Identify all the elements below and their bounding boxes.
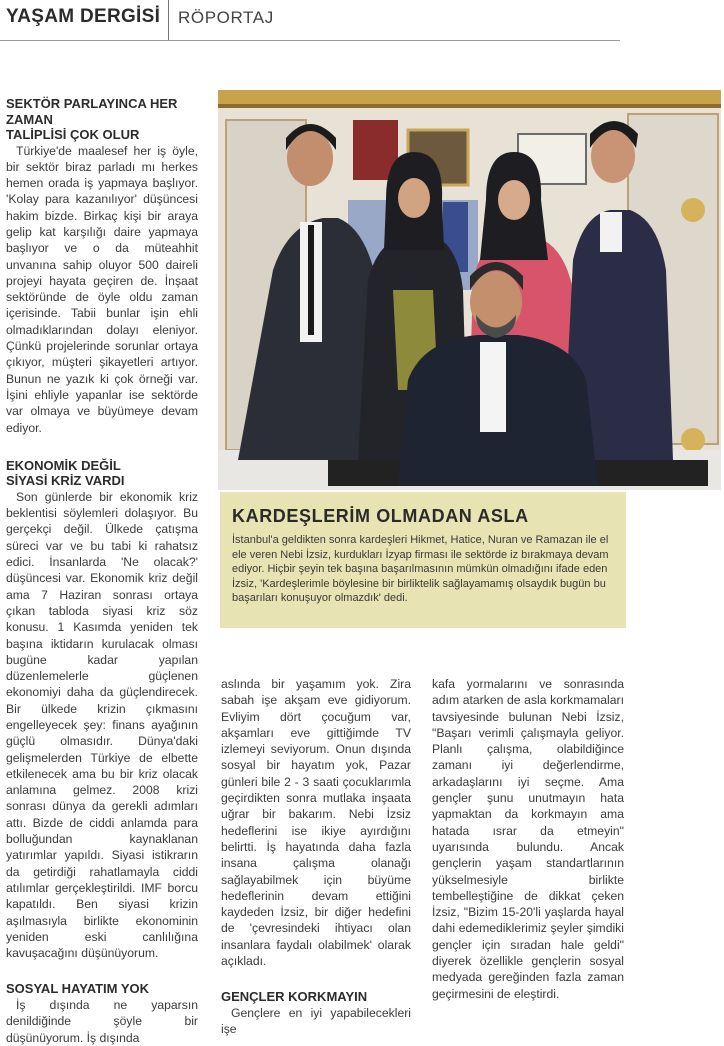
header-rule (0, 40, 620, 41)
heading-sektor (6, 96, 198, 143)
paragraph: kafa yormalarını ve sonrasında adım atarken de asla korkmamaları tavsiyesinde bulunan Nebi İzsiz, "Başarı verimli çalışmayla geliyor. Planlı çalışma, olabildiğince zamanı iyi değerlendirme, arkadaşlarını iyi seçme. Ama gençler şunu unutmayın hata yapmaktan da korkmayın ama hatada ısrar da etmeyin" uyarısında bulundu. Ancak gençlerin yaşam standartlarının yükselmesiyle birlikte tembelleştiğine de dikkat çeken İzsiz, "Bizim 15-20'li yaşlarda hayal dahi edemediklerimiz şeyler şimdiki gençler için sıradan hale geldi" diyerek özellikle gençlerin sosyal medyada gereğinden fazla zaman geçirmesini de eleştirdi. (432, 677, 624, 1001)
heading-line: SEKTÖR PARLAYINCA HER ZAMAN (6, 96, 178, 127)
paragraph: Son günlerde bir ekonomik kriz beklentisi söylemleri dolaşıyor. Bu gerçekçi değil. Ülkede çatışma süreci var ve bu tabi ki rahatsız edici. İnsanlarda 'Ne olacak?' düşüncesi var. Ekonomik kriz değil ama 7 Haziran sonrası ortaya çıkan tabloda siyasi kriz söz konusu. 1 Kasımda yeniden tek başına iktidarın kurulacak olması bugüne kadar yapılan düzenlemelerle güçlenen ekonomiyi daha da güçlendirecek. Bir ülkede krizin çıkmasını engelleyecek şey: finans ayağının güçlü olmasıdır. Dünya'daki gelişmelerden Türkiye de elbette etkilenecek ama bu bir kriz olacak anlamına gelmez. 2008 krizi sonrası dünya da gerekli adımları attı. Bizde de ciddi anlamda para bolluğundan kaynaklanan yatırımlar yapıldı. Siyasi istikrarın da getirdiği rahatlamayla ciddi atılımlar gerçekleştirildi. IMF borcu kapatıldı. Ben siyasi krizin aşılmasıyla birlikte ekonominin yeniden eski canlılığına kavuşacağını düşünüyorum. (6, 489, 198, 961)
page-header (0, 0, 724, 40)
heading-line: EKONOMİK DEĞİL (6, 457, 121, 473)
paragraph: aslında bir yaşamım yok. Zira sabah işe akşam eve gidiyorum. Evliyim dört çocuğum var, akşamları eve gittiğimde TV izlemeyi seviyorum. Onun dışında sosyal bir hayatım yok, Pazar günleri bile 2 - 3 saati çocuklarımla geçirdikten sonra mutlaka inşaata uğrar bir bakarım. Nebi İzsiz hedeflerini ise ikiye ayırdığını belirtti. İş hayatında daha fazla insana çalışma olanağı sağlayabilmek için büyüme hedeflerinin devam ettiğini kaydeden İzsiz, bir diğer hedefini de 'çevresindeki ihtiyacı olan insanlara faydalı olabilmek' olarak açıkladı. (221, 677, 411, 969)
caption-text: İstanbul'a geldikten sonra kardeşleri Hikmet, Hatice, Nuran ve Ramazan ile el ele veren Nebi İzsiz, kurdukları İzyap firması ile sektörde iz bırakmaya devam ediyor. Hiçbir şeyin tek başına başarılmasının mümkün olmadığını ifade eden İzsiz, 'Kardeşlerimle böylesine bir birliktelik sağlayamamış olsaydık bugün bu başarıları konuşuyor olmazdık' dedi. (232, 534, 609, 605)
heading-line: SOSYAL HAYATIM YOK (6, 981, 150, 997)
photo-caption-box (220, 492, 626, 628)
column-1 (6, 96, 198, 1046)
column-3 (432, 676, 624, 1002)
column-2 (221, 676, 411, 1037)
group-photo (218, 90, 721, 490)
heading-sosyal (6, 981, 198, 997)
heading-gencler (221, 989, 411, 1005)
paragraph: Türkiye'de maalesef her iş öyle, bir sektör biraz parladı mı herkes hemen orada iş yapmaya başlıyor. 'Kolay para kazanılıyor' düşüncesi hakim bizde. Birkaç kişi bir araya gelip kat karşılığı daire yapmaya başlıyor ve o da müteahhit unvanına sahip oluyor 500 daireli projeyi hayata geçiren de. İnşaat sektöründe de öyle oldu zaman içerisinde. Tabii bunlar işin ehli olmadıklarından dolayı eleniyor. Çünkü projelerinde sorunlar ortaya çıkıyor, müşteri şikayetleri artıyor. Bunun ne yazık ki çok örneği var. İşini ehliyle yapanlar ise sektörde var olmaya ve büyümeye devam ediyor. (6, 143, 198, 435)
heading-line: TALİPLİSİ ÇOK OLUR (6, 127, 140, 142)
heading-line: SİYASİ KRİZ VARDI (6, 473, 125, 489)
caption-title: KARDEŞLERİM OLMADAN ASLA (232, 506, 529, 526)
header-divider (168, 0, 169, 40)
paragraph: Gençlere en iyi yapabilecekleri işe (221, 1005, 411, 1037)
group-photo-illustration (218, 90, 721, 490)
heading-line: GENÇLER KORKMAYIN (221, 989, 368, 1005)
heading-ekonomik (6, 458, 198, 489)
paragraph: İş dışında ne yaparsın denildiğinde şöyle bir düşünüyorum. İş dışında (6, 997, 198, 1045)
magazine-name: YAŞAM DERGİSİ (6, 6, 161, 27)
section-name: RÖPORTAJ (178, 8, 274, 27)
